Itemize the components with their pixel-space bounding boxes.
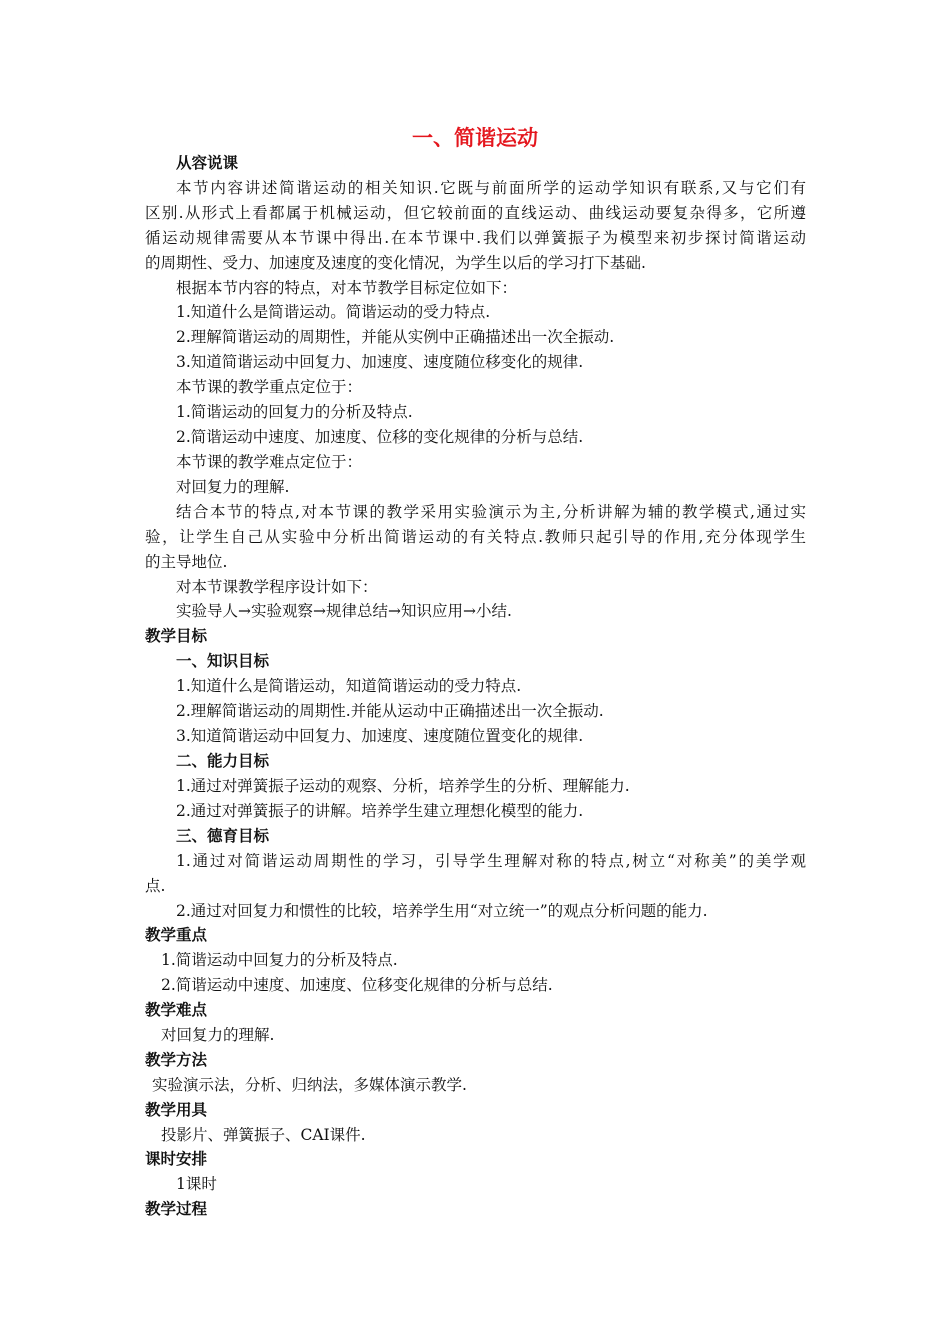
section-heading-tools: 教学用具	[145, 1101, 208, 1119]
list-item: 2.简谐运动中速度、加速度、位移的变化规律的分析与总结.	[176, 428, 584, 446]
subheading-knowledge-goals: 一、知识目标	[176, 652, 270, 670]
section-heading-key-points: 教学重点	[145, 926, 208, 944]
list-item: 2.通过对弹簧振子的讲解。培养学生建立理想化模型的能力.	[176, 802, 584, 820]
paragraph-line: 对回复力的理解.	[161, 1026, 275, 1044]
paragraph-line: 实验导人→实验观察→规律总结→知识应用→小结.	[176, 602, 512, 620]
paragraph-line: 对本节课教学程序设计如下：	[176, 578, 378, 596]
page-title: 一、简谐运动	[412, 126, 538, 150]
paragraph-line: 的周期性、受力、加速度及速度的变化情况，为学生以后的学习打下基础.	[145, 254, 646, 272]
list-item: 2.理解简谐运动的周期性.并能从运动中正确描述出一次全振动.	[176, 702, 604, 720]
list-item: 1.简谐运动的回复力的分析及特点.	[176, 403, 413, 421]
section-heading-teaching-goals: 教学目标	[145, 627, 208, 645]
section-heading-schedule: 课时安排	[145, 1150, 208, 1168]
list-item: 1.简谐运动中回复力的分析及特点.	[161, 951, 398, 969]
list-item: 3.知道简谐运动中回复力、加速度、速度随位移变化的规律.	[176, 353, 584, 371]
paragraph-line: 循运动规律需要从本节课中得出.在本节课中.我们以弹簧振子为模型来初步探讨简谐运动	[145, 229, 806, 247]
section-heading-methods: 教学方法	[145, 1051, 208, 1069]
list-item: 2.理解简谐运动的周期性，并能从实例中正确描述出一次全振动.	[176, 328, 615, 346]
list-item-continuation: 点.	[145, 877, 166, 895]
section-heading-process: 教学过程	[145, 1200, 208, 1218]
section-heading-lesson-talk: 从容说课	[176, 154, 239, 172]
paragraph-line: 本节课的教学难点定位于：	[176, 453, 363, 471]
paragraph-line: 对回复力的理解.	[176, 478, 290, 496]
list-item: 1.通过对简谐运动周期性的学习，引导学生理解对称的特点,树立“对称美”的美学观	[176, 852, 806, 870]
list-item: 2.简谐运动中速度、加速度、位移变化规律的分析与总结.	[161, 976, 553, 994]
list-item: 1.知道什么是简谐运动，知道简谐运动的受力特点.	[176, 677, 522, 695]
paragraph-line: 根据本节内容的特点，对本节教学目标定位如下：	[176, 279, 518, 297]
paragraph-line: 1课时	[176, 1175, 217, 1193]
subheading-moral-goals: 三、德育目标	[176, 827, 270, 845]
subheading-ability-goals: 二、能力目标	[176, 752, 270, 770]
paragraph-line: 区别.从形式上看都属于机械运动，但它较前面的直线运动、曲线运动要复杂得多，它所遵	[145, 204, 806, 222]
list-item: 2.通过对回复力和惯性的比较，培养学生用“对立统一”的观点分析问题的能力.	[176, 902, 708, 920]
paragraph-line: 实验演示法，分析、归纳法，多媒体演示教学.	[152, 1076, 467, 1094]
paragraph-line: 结合本节的特点,对本节课的教学采用实验演示为主,分析讲解为辅的教学模式,通过实	[176, 503, 806, 521]
list-item: 1.知道什么是简谐运动。简谐运动的受力特点.	[176, 303, 491, 321]
paragraph-line: 投影片、弹簧振子、CAI课件.	[161, 1126, 366, 1144]
list-item: 1.通过对弹簧振子运动的观察、分析，培养学生的分析、理解能力.	[176, 777, 630, 795]
section-heading-difficulties: 教学难点	[145, 1001, 208, 1019]
list-item: 3.知道简谐运动中回复力、加速度、速度随位置变化的规律.	[176, 727, 584, 745]
paragraph-line: 验，让学生自己从实验中分析出简谐运动的有关特点.教师只起引导的作用,充分体现学生	[145, 528, 806, 546]
paragraph-line: 本节课的教学重点定位于：	[176, 378, 363, 396]
paragraph-line: 的主导地位.	[145, 553, 228, 571]
paragraph-line: 本节内容讲述简谐运动的相关知识.它既与前面所学的运动学知识有联系,又与它们有	[176, 179, 806, 197]
